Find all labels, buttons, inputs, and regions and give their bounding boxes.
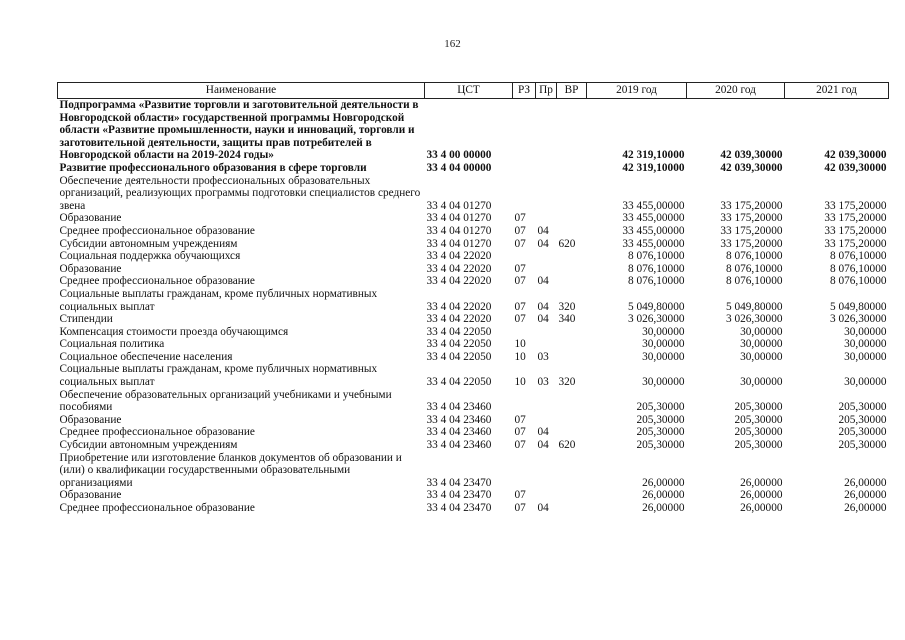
table-row — [58, 238, 889, 251]
cell-y2021: 205,30000 — [838, 426, 887, 439]
cell-vr — [557, 263, 587, 276]
cell-name: Социальное обеспечение населения — [59, 350, 233, 363]
cell-y2019: 205,30000 — [636, 426, 685, 439]
cell-cst: 33 4 04 22020 — [426, 313, 492, 326]
cell-y2019: 205,30000 — [636, 413, 685, 426]
cell-cst: 33 4 00 00000 — [426, 149, 492, 162]
cell-y2021: 205,30000 — [838, 439, 887, 452]
cell-vr — [557, 326, 587, 339]
cell-name: Субсидии автономным учреждениям — [59, 439, 238, 452]
cell-rz: 07 — [514, 489, 526, 502]
cell-y2021: 42 039,30000 — [824, 149, 887, 162]
cell-y2019: 205,30000 — [636, 439, 685, 452]
cell-y2021: 8 076,10000 — [830, 262, 887, 275]
cell-vr: 320 — [558, 376, 576, 389]
cell-name: Приобретение или изготовление бланков документов об образовании и (или) о квалификации государственными образовательными организациями — [59, 451, 402, 489]
cell-cst: 33 4 04 22050 — [426, 376, 492, 389]
cell-name: Образование — [59, 413, 122, 426]
header-vr: ВР — [557, 83, 587, 99]
cell-cst: 33 4 04 23470 — [426, 489, 492, 502]
cell-pr: 04 — [537, 502, 549, 514]
cell-name: Социальные выплаты гражданам, кроме публичных нормативных социальных выплат — [59, 287, 378, 313]
cell-rz: 10 — [514, 338, 526, 351]
cell-rz: 07 — [514, 275, 526, 288]
cell-rz: 07 — [514, 313, 526, 326]
cell-y2021: 26,00000 — [844, 476, 887, 489]
cell-y2020: 33 175,20000 — [720, 212, 783, 225]
cell-cst: 33 4 04 22020 — [426, 300, 492, 313]
table-row — [58, 489, 889, 502]
cell-name: Среднее профессиональное образование — [59, 275, 255, 288]
cell-y2021: 26,00000 — [844, 502, 887, 514]
cell-pr — [536, 489, 557, 502]
cell-rz: 10 — [514, 376, 526, 389]
page-number: 162 — [444, 38, 461, 50]
cell-y2021: 205,30000 — [838, 401, 887, 414]
cell-vr — [557, 426, 587, 439]
cell-y2019: 26,00000 — [642, 476, 685, 489]
cell-y2019: 33 455,00000 — [622, 212, 685, 225]
cell-pr: 04 — [537, 313, 549, 326]
table-row — [58, 452, 889, 490]
cell-rz: 07 — [514, 300, 526, 313]
cell-y2021: 5 049,80000 — [830, 300, 887, 313]
cell-pr: 04 — [537, 300, 549, 313]
cell-cst: 33 4 04 22020 — [426, 250, 492, 263]
table-row — [58, 338, 889, 351]
cell-y2020: 205,30000 — [734, 413, 783, 426]
cell-y2020: 8 076,10000 — [726, 275, 783, 288]
cell-y2019: 30,00000 — [642, 350, 685, 363]
cell-pr: 04 — [537, 426, 549, 439]
cell-pr — [536, 338, 557, 351]
cell-y2019: 33 455,00000 — [622, 237, 685, 250]
table-row — [58, 99, 889, 162]
cell-rz — [513, 250, 536, 263]
cell-y2019: 8 076,10000 — [628, 262, 685, 275]
cell-vr — [557, 351, 587, 364]
cell-vr: 320 — [558, 300, 576, 313]
table-row — [58, 439, 889, 452]
table-row — [58, 250, 889, 263]
cell-y2019: 30,00000 — [642, 325, 685, 338]
table-row — [58, 426, 889, 439]
table-row — [58, 313, 889, 326]
cell-cst: 33 4 04 22050 — [426, 350, 492, 363]
cell-y2021: 42 039,30000 — [824, 161, 887, 174]
cell-y2019: 42 319,10000 — [622, 149, 685, 162]
table-row — [58, 414, 889, 427]
cell-pr: 04 — [537, 439, 549, 452]
cell-y2020: 42 039,30000 — [720, 161, 783, 174]
cell-y2019: 30,00000 — [642, 338, 685, 351]
cell-rz: 07 — [514, 426, 526, 439]
header-2021: 2021 год — [785, 83, 889, 99]
table-row — [58, 351, 889, 364]
cell-cst: 33 4 04 22020 — [426, 262, 492, 275]
cell-y2020: 30,00000 — [740, 376, 783, 389]
cell-cst: 33 4 04 01270 — [426, 199, 492, 212]
header-rz: РЗ — [513, 83, 536, 99]
table-row — [58, 275, 889, 288]
table-row — [58, 326, 889, 339]
cell-y2019: 8 076,10000 — [628, 275, 685, 288]
cell-y2021: 8 076,10000 — [830, 275, 887, 288]
cell-y2021: 33 175,20000 — [824, 212, 887, 225]
cell-rz: 07 — [514, 262, 526, 275]
cell-pr: 04 — [537, 237, 549, 250]
table-row — [58, 363, 889, 388]
cell-cst: 33 4 04 22050 — [426, 325, 492, 338]
cell-pr: 04 — [537, 224, 549, 237]
cell-vr — [557, 212, 587, 225]
cell-y2020: 205,30000 — [734, 426, 783, 439]
cell-vr — [557, 502, 587, 515]
cell-name: Образование — [59, 489, 122, 502]
cell-y2019: 26,00000 — [642, 489, 685, 502]
cell-y2021: 30,00000 — [844, 350, 887, 363]
header-name: Наименование — [58, 83, 425, 99]
cell-name: Стипендии — [59, 313, 113, 326]
cell-vr — [557, 452, 587, 490]
cell-name: Субсидии автономным учреждениям — [59, 237, 238, 250]
cell-y2020: 33 175,20000 — [720, 224, 783, 237]
cell-name: Обеспечение образовательных организаций учебниками и учебными пособиями — [59, 388, 392, 414]
cell-y2020: 33 175,20000 — [720, 199, 783, 212]
cell-name: Обеспечение деятельности профессиональных образовательных организаций, реализующих программы подготовки специалистов среднего звена — [59, 174, 421, 212]
cell-cst: 33 4 04 23470 — [426, 502, 492, 514]
cell-y2020: 8 076,10000 — [726, 250, 783, 263]
cell-rz — [513, 389, 536, 414]
table-row — [58, 162, 889, 175]
table-row — [58, 389, 889, 414]
cell-y2019: 30,00000 — [642, 376, 685, 389]
budget-table — [57, 82, 889, 515]
cell-pr — [536, 99, 557, 162]
cell-y2019: 5 049,80000 — [628, 300, 685, 313]
cell-name: Социальная политика — [59, 338, 165, 351]
cell-rz — [513, 175, 536, 213]
cell-name: Компенсация стоимости проезда обучающимся — [59, 325, 289, 338]
cell-vr: 620 — [558, 439, 576, 452]
cell-y2021: 33 175,20000 — [824, 224, 887, 237]
cell-rz: 07 — [514, 413, 526, 426]
cell-pr — [536, 414, 557, 427]
cell-y2021: 30,00000 — [844, 325, 887, 338]
cell-y2020: 30,00000 — [740, 338, 783, 351]
table-row — [58, 175, 889, 213]
cell-vr — [557, 489, 587, 502]
cell-y2020: 30,00000 — [740, 325, 783, 338]
cell-pr — [536, 250, 557, 263]
cell-vr: 340 — [558, 313, 576, 326]
cell-pr: 04 — [537, 275, 549, 288]
cell-rz: 07 — [514, 502, 526, 514]
table-row — [58, 225, 889, 238]
cell-y2020: 42 039,30000 — [720, 149, 783, 162]
header-2020: 2020 год — [687, 83, 785, 99]
cell-name: Социальные выплаты гражданам, кроме публичных нормативных социальных выплат — [59, 363, 378, 389]
cell-rz — [513, 162, 536, 175]
table-body — [58, 99, 889, 515]
cell-rz: 07 — [514, 224, 526, 237]
table-row — [58, 502, 889, 515]
cell-cst: 33 4 04 22050 — [426, 338, 492, 351]
cell-vr — [557, 389, 587, 414]
cell-pr — [536, 326, 557, 339]
cell-rz: 07 — [514, 212, 526, 225]
cell-cst: 33 4 04 23460 — [426, 413, 492, 426]
cell-y2020: 205,30000 — [734, 401, 783, 414]
cell-pr — [536, 175, 557, 213]
table-row — [58, 212, 889, 225]
cell-vr — [557, 99, 587, 162]
cell-y2021: 3 026,30000 — [830, 313, 887, 326]
cell-y2021: 26,00000 — [844, 489, 887, 502]
cell-cst: 33 4 04 01270 — [426, 237, 492, 250]
cell-y2019: 42 319,10000 — [622, 161, 685, 174]
cell-vr — [557, 175, 587, 213]
cell-pr — [536, 452, 557, 490]
cell-y2019: 33 455,00000 — [622, 199, 685, 212]
cell-vr — [557, 250, 587, 263]
table-row — [58, 288, 889, 313]
cell-y2020: 8 076,10000 — [726, 262, 783, 275]
cell-y2021: 8 076,10000 — [830, 250, 887, 263]
cell-cst: 33 4 04 01270 — [426, 212, 492, 225]
cell-y2021: 30,00000 — [844, 376, 887, 389]
cell-y2021: 30,00000 — [844, 338, 887, 351]
cell-y2020: 30,00000 — [740, 350, 783, 363]
cell-vr — [557, 338, 587, 351]
cell-pr — [536, 263, 557, 276]
cell-y2020: 26,00000 — [740, 489, 783, 502]
cell-rz: 07 — [514, 237, 526, 250]
header-2019: 2019 год — [587, 83, 687, 99]
cell-name: Социальная поддержка обучающихся — [59, 250, 241, 263]
cell-cst: 33 4 04 23460 — [426, 439, 492, 452]
cell-name: Развитие профессионального образования в сфере торговли — [59, 161, 367, 174]
cell-rz: 10 — [514, 350, 526, 363]
cell-vr — [557, 414, 587, 427]
cell-vr — [557, 225, 587, 238]
table-row — [58, 263, 889, 276]
header-pr: Пр — [536, 83, 557, 99]
cell-y2021: 33 175,20000 — [824, 237, 887, 250]
cell-name: Среднее профессиональное образование — [59, 502, 255, 514]
cell-y2020: 5 049,80000 — [726, 300, 783, 313]
cell-vr: 620 — [558, 237, 576, 250]
cell-cst: 33 4 04 01270 — [426, 224, 492, 237]
cell-y2019: 33 455,00000 — [622, 224, 685, 237]
cell-name: Среднее профессиональное образование — [59, 426, 255, 439]
cell-rz — [513, 452, 536, 490]
cell-y2020: 3 026,30000 — [726, 313, 783, 326]
cell-name: Подпрограмма «Развитие торговли и заготовительной деятельности в Новгородской области» государственной программы Новгородской области «Развитие промышленности, науки и инноваций, торговли и заготовительной деятельности, защиты прав потребителей в Новгородской области на 2019-2024 годы» — [59, 99, 419, 162]
cell-rz: 07 — [514, 439, 526, 452]
cell-name: Образование — [59, 212, 122, 225]
cell-pr: 03 — [537, 376, 549, 389]
cell-y2021: 205,30000 — [838, 413, 887, 426]
cell-rz — [513, 99, 536, 162]
cell-pr: 03 — [537, 350, 549, 363]
cell-rz — [513, 326, 536, 339]
cell-pr — [536, 389, 557, 414]
cell-pr — [536, 212, 557, 225]
cell-y2021: 33 175,20000 — [824, 199, 887, 212]
cell-cst: 33 4 04 23460 — [426, 401, 492, 414]
table-header — [58, 83, 889, 99]
cell-cst: 33 4 04 22020 — [426, 275, 492, 288]
cell-cst: 33 4 04 00000 — [426, 161, 492, 174]
cell-name: Образование — [59, 262, 122, 275]
cell-pr — [536, 162, 557, 175]
cell-name: Среднее профессиональное образование — [59, 224, 255, 237]
cell-cst: 33 4 04 23460 — [426, 426, 492, 439]
cell-y2019: 205,30000 — [636, 401, 685, 414]
cell-cst: 33 4 04 23470 — [426, 476, 492, 489]
cell-y2020: 205,30000 — [734, 439, 783, 452]
cell-y2019: 8 076,10000 — [628, 250, 685, 263]
cell-y2019: 3 026,30000 — [628, 313, 685, 326]
cell-vr — [557, 162, 587, 175]
cell-y2020: 26,00000 — [740, 502, 783, 514]
cell-y2019: 26,00000 — [642, 502, 685, 514]
cell-y2020: 33 175,20000 — [720, 237, 783, 250]
header-cst: ЦСТ — [425, 83, 513, 99]
cell-y2020: 26,00000 — [740, 476, 783, 489]
cell-vr — [557, 275, 587, 288]
